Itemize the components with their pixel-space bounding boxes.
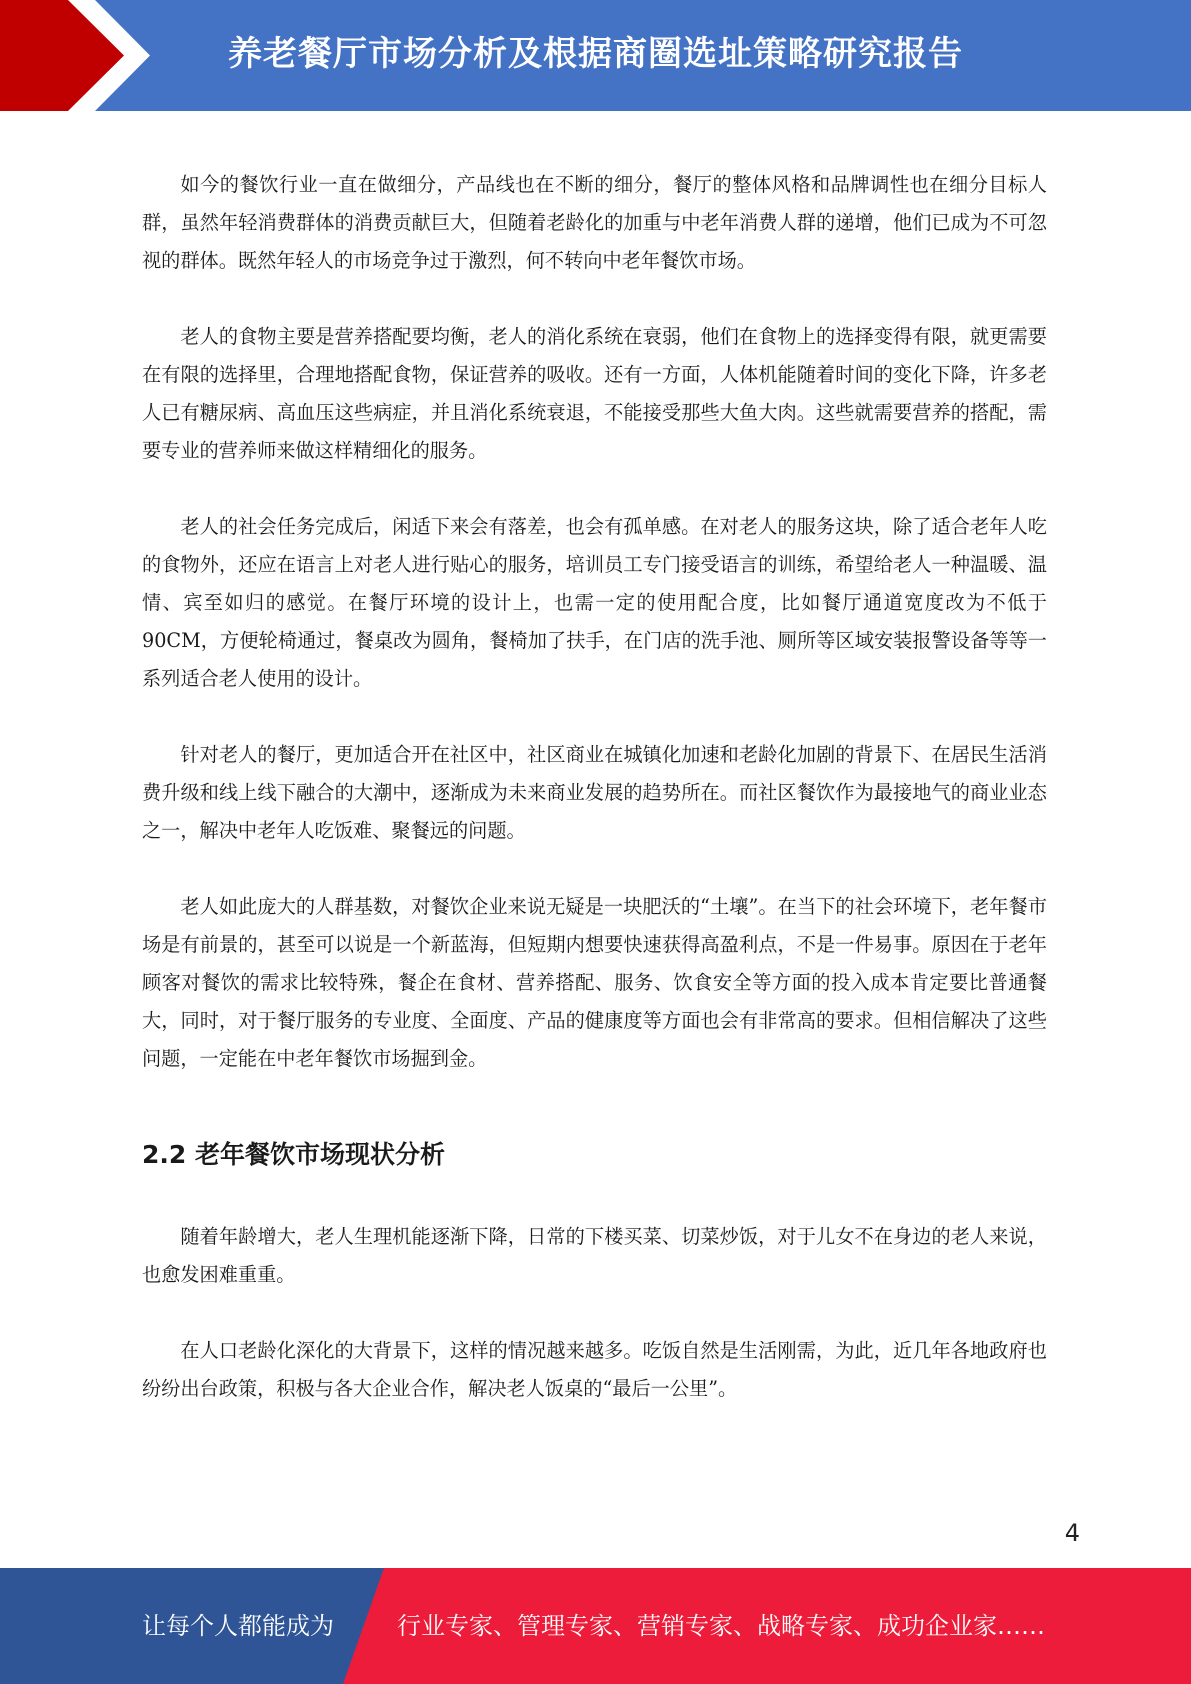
page-footer-banner xyxy=(0,1568,1191,1684)
body-paragraph: 老人的食物主要是营养搭配要均衡，老人的消化系统在衰弱，他们在食物上的选择变得有限，就更需要在有限的选择里，合理地搭配食物，保证营养的吸收。还有一方面，人体机能随着时间的变化下降，许多老人已有糖尿病、高血压这些病症，并且消化系统衰退，不能接受那些大鱼大肉。这些就需要营养的搭配，需要专业的营养师来做这样精细化的服务。 xyxy=(142,325,1047,462)
body-paragraph: 如今的餐饮行业一直在做细分，产品线也在不断的细分，餐厅的整体风格和品牌调性也在细分目标人群，虽然年轻消费群体的消费贡献巨大，但随着老龄化的加重与中老年消费人群的递增，他们已成为不可忽视的群体。既然年轻人的市场竞争过于激烈，何不转向中老年餐饮市场。 xyxy=(142,173,1047,272)
body-paragraph: 老人如此庞大的人群基数，对餐饮企业来说无疑是一块肥沃的“土壤”。在当下的社会环境下，老年餐市场是有前景的，甚至可以说是一个新蓝海，但短期内想要快速获得高盈利点，不是一件易事。原因在于老年顾客对餐饮的需求比较特殊，餐企在食材、营养搭配、服务、饮食安全等方面的投入成本肯定要比普通餐大，同时，对于餐厅服务的专业度、全面度、产品的健康度等方面也会有非常高的要求。但相信解决了这些问题，一定能在中老年餐饮市场掘到金。 xyxy=(142,895,1047,1070)
document-title: 养老餐厅市场分析及根据商圈选址策略研究报告 xyxy=(228,34,963,74)
section-paragraph: 随着年龄增大，老人生理机能逐渐下降，日常的下楼买菜、切菜炒饭，对于儿女不在身边的老人来说，也愈发困难重重。 xyxy=(142,1225,1047,1286)
red-chevron-decoration xyxy=(0,0,160,111)
document-body xyxy=(142,166,1047,1446)
page-header-banner xyxy=(0,0,1191,111)
body-paragraph: 针对老人的餐厅，更加适合开在社区中，社区商业在城镇化加速和老龄化加剧的背景下、在居民生活消费升级和线上线下融合的大潮中，逐渐成为未来商业发展的趋势所在。而社区餐饮作为最接地气的商业业态之一，解决中老年人吃饭难、聚餐远的问题。 xyxy=(142,743,1047,842)
body-paragraph: 老人的社会任务完成后，闲适下来会有落差，也会有孤单感。在对老人的服务这块，除了适合老年人吃的食物外，还应在语言上对老人进行贴心的服务，培训员工专门接受语言的训练，希望给老人一种温暖、温情、宾至如归的感觉。在餐厅环境的设计上，也需一定的使用配合度，比如餐厅通道宽度改为不低于90CM，方便轮椅通过，餐桌改为圆角，餐椅加了扶手，在门店的洗手池、厕所等区域安装报警设备等等一系列适合老人使用的设计。 xyxy=(142,515,1047,690)
section-heading: 2.2 老年餐饮市场现状分析 xyxy=(142,1140,445,1169)
section-paragraph: 在人口老龄化深化的大背景下，这样的情况越来越多。吃饭自然是生活刚需，为此，近几年各地政府也纷纷出台政策，积极与各大企业合作，解决老人饭桌的“最后一公里”。 xyxy=(142,1339,1047,1400)
footer-slogan-left: 让每个人都能成为 xyxy=(142,1612,334,1640)
page-number: 4 xyxy=(1064,1519,1080,1547)
footer-slogan-right: 行业专家、管理专家、营销专家、战略专家、成功企业家…… xyxy=(397,1612,1045,1640)
